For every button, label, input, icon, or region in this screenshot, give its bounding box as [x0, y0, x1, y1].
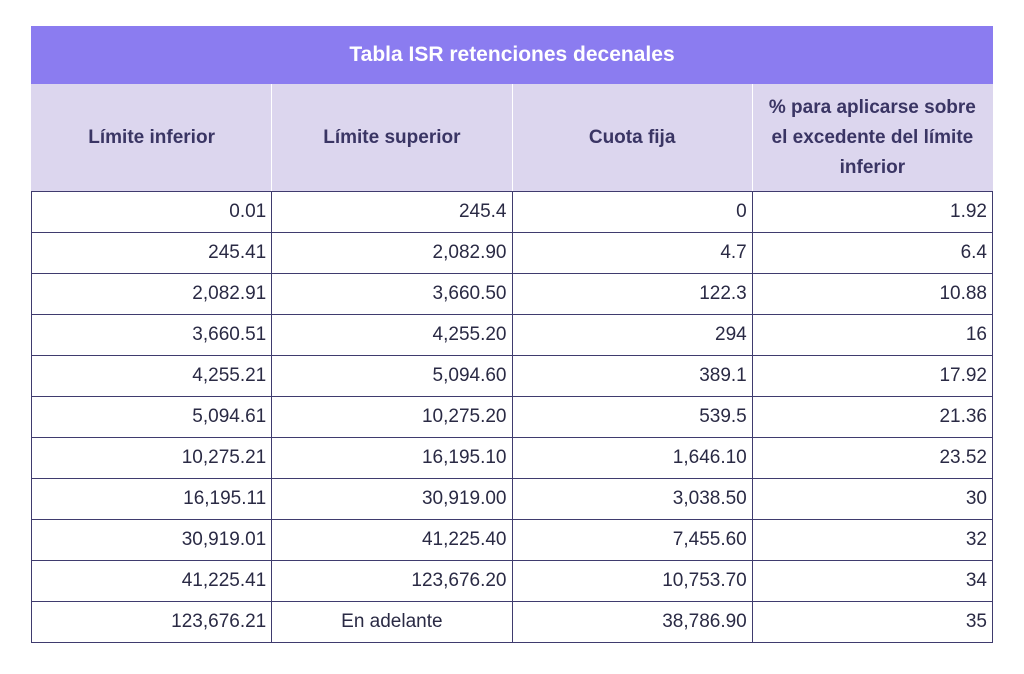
table-cell: 10,275.20: [272, 397, 512, 438]
table-body: [32, 192, 993, 643]
table-row: [32, 356, 993, 397]
title-row: [32, 27, 993, 84]
table-cell: 2,082.91: [32, 274, 272, 315]
table-cell: En adelante: [272, 602, 512, 643]
table-cell: 245.41: [32, 233, 272, 274]
table-cell: 10,753.70: [512, 561, 752, 602]
table-cell: 3,038.50: [512, 479, 752, 520]
table-cell: 6.4: [752, 233, 992, 274]
table-cell: 17.92: [752, 356, 992, 397]
table-cell: 30,919.01: [32, 520, 272, 561]
table-cell: 0.01: [32, 192, 272, 233]
table-cell: 10,275.21: [32, 438, 272, 479]
table-cell: 5,094.60: [272, 356, 512, 397]
table-cell: 32: [752, 520, 992, 561]
table-cell: 10.88: [752, 274, 992, 315]
table-cell: 3,660.51: [32, 315, 272, 356]
table-title: Tabla ISR retenciones decenales: [32, 27, 993, 84]
table-cell: 4.7: [512, 233, 752, 274]
table-cell: 122.3: [512, 274, 752, 315]
table-row: [32, 438, 993, 479]
table-row: [32, 561, 993, 602]
table-cell: 389.1: [512, 356, 752, 397]
table-cell: 1.92: [752, 192, 992, 233]
table-row: [32, 192, 993, 233]
table-cell: 294: [512, 315, 752, 356]
header-row: [32, 84, 993, 192]
table-cell: 38,786.90: [512, 602, 752, 643]
table-cell: 16,195.10: [272, 438, 512, 479]
header-limite-inferior: Límite inferior: [32, 84, 272, 192]
table-cell: 123,676.21: [32, 602, 272, 643]
table-cell: 23.52: [752, 438, 992, 479]
table-cell: 34: [752, 561, 992, 602]
header-limite-superior: Límite superior: [272, 84, 512, 192]
table-row: [32, 520, 993, 561]
isr-table-container: [31, 26, 992, 643]
table-cell: 7,455.60: [512, 520, 752, 561]
table-cell: 4,255.21: [32, 356, 272, 397]
table-cell: 5,094.61: [32, 397, 272, 438]
table-cell: 30,919.00: [272, 479, 512, 520]
header-porcentaje-excedente: % para aplicarse sobre el excedente del límite inferior: [752, 84, 992, 192]
table-cell: 539.5: [512, 397, 752, 438]
table-row: [32, 233, 993, 274]
header-cuota-fija: Cuota fija: [512, 84, 752, 192]
table-cell: 16: [752, 315, 992, 356]
table-cell: 35: [752, 602, 992, 643]
isr-table: [31, 26, 993, 643]
table-row: [32, 274, 993, 315]
table-cell: 4,255.20: [272, 315, 512, 356]
table-cell: 0: [512, 192, 752, 233]
table-cell: 123,676.20: [272, 561, 512, 602]
table-cell: 16,195.11: [32, 479, 272, 520]
table-cell: 1,646.10: [512, 438, 752, 479]
table-row: [32, 315, 993, 356]
table-row: [32, 479, 993, 520]
table-cell: 3,660.50: [272, 274, 512, 315]
table-cell: 41,225.41: [32, 561, 272, 602]
table-cell: 41,225.40: [272, 520, 512, 561]
table-cell: 30: [752, 479, 992, 520]
table-cell: 2,082.90: [272, 233, 512, 274]
table-cell: 21.36: [752, 397, 992, 438]
table-cell: 245.4: [272, 192, 512, 233]
table-row: [32, 397, 993, 438]
table-row: [32, 602, 993, 643]
